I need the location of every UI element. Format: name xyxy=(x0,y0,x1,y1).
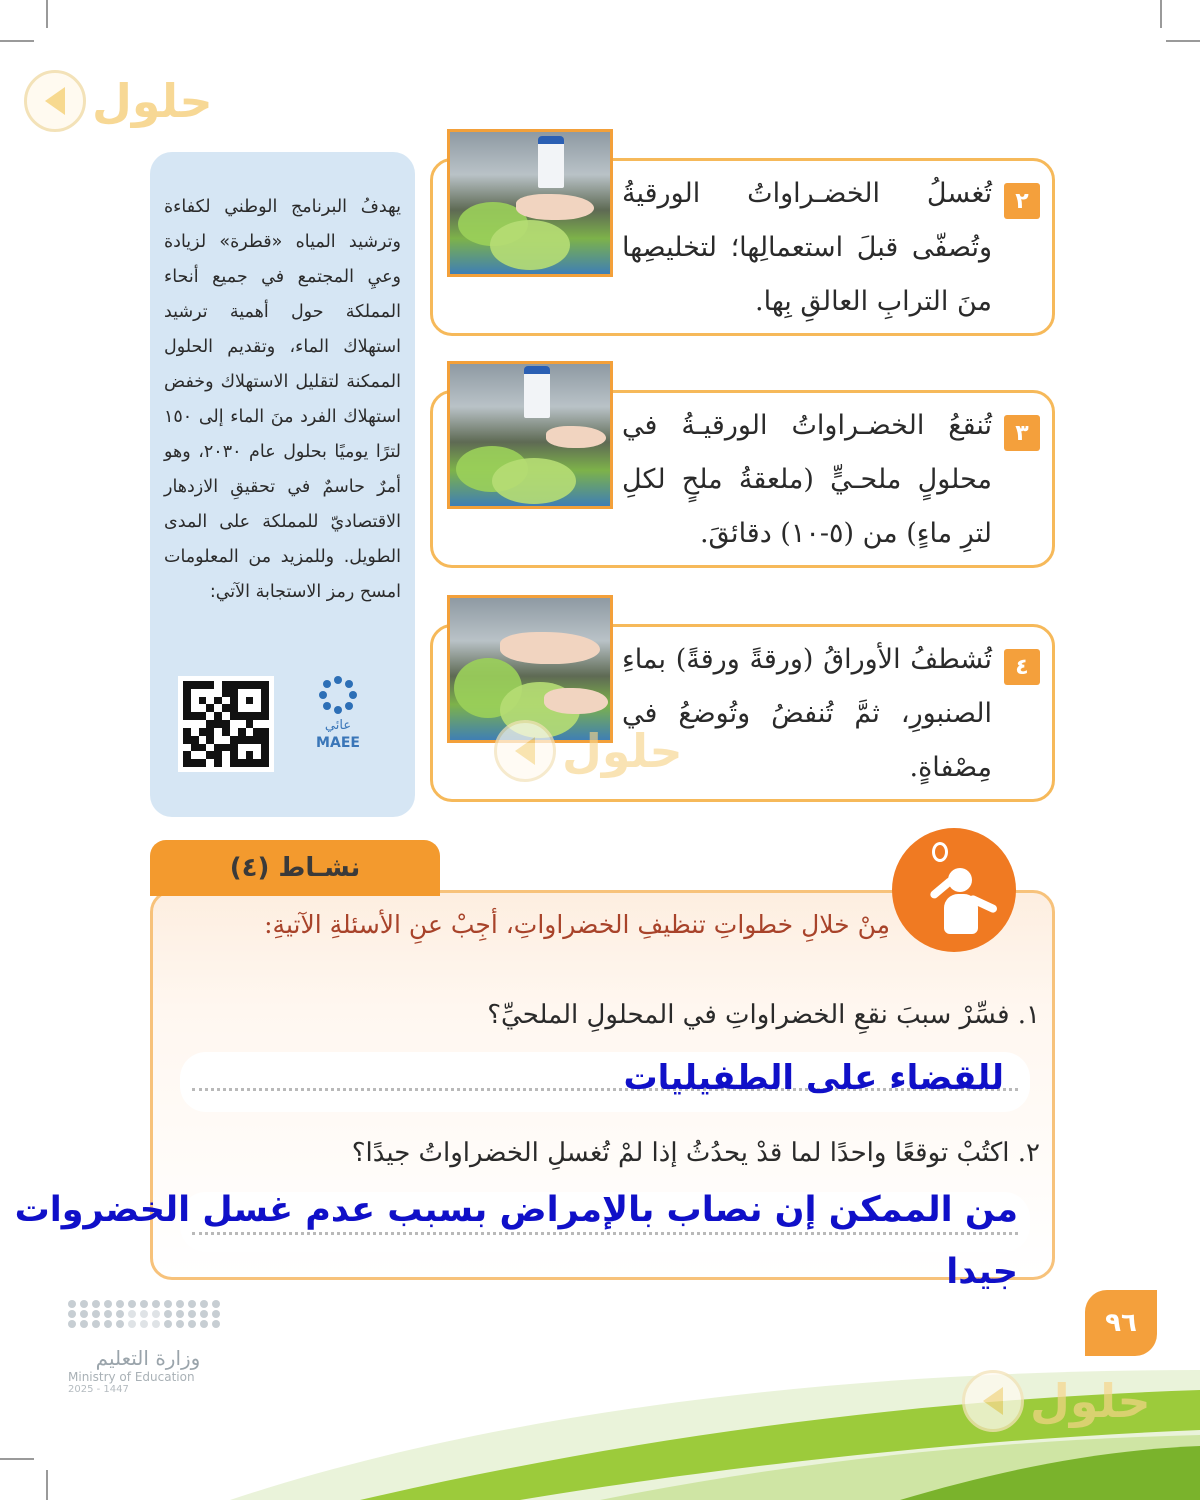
watermark-logo xyxy=(494,720,683,782)
watermark-logo xyxy=(24,70,213,132)
ministry-english-name: Ministry of Education xyxy=(68,1370,195,1384)
qr-code-icon[interactable] xyxy=(178,676,274,772)
step-text: تُنقعُ الخضـراواتُ الورقيـةُ في محلولٍ ملحـيٍّ (ملعقةُ ملحٍ لكلِ لترِ ماءٍ) من (٥-١٠) دقائقَ. xyxy=(622,410,992,549)
answer-2-line-2: جيدا xyxy=(946,1252,1018,1292)
maee-logo xyxy=(308,672,368,751)
watermark-icon xyxy=(24,70,86,132)
question-2: ٢. اكتُبْ توقعًا واحدًا لما قدْ يحدُثُ إذا لمْ تُغسلِ الخضراواتُ جيدًا؟ xyxy=(351,1138,1040,1168)
info-sidebar xyxy=(150,152,415,817)
page-number: ٩٦ xyxy=(1085,1290,1157,1356)
ministry-arabic-name: وزارة التعليم xyxy=(95,1346,201,1370)
step-number: ٢ xyxy=(1004,183,1040,219)
step-card-3 xyxy=(430,390,1055,568)
maee-flower-icon xyxy=(315,672,361,718)
watermark-text: حلول xyxy=(92,74,213,128)
step-number: ٣ xyxy=(1004,415,1040,451)
crop-mark xyxy=(1166,40,1200,42)
crop-mark xyxy=(1160,0,1162,28)
washing-vegetables-photo xyxy=(447,129,613,277)
activity-title: نشـاط (٤) xyxy=(229,853,361,883)
maee-label: MAEE xyxy=(316,735,360,751)
sidebar-text: يهدفُ البرنامج الوطني لكفاءة وترشيد المياه «قطرة» لزيادة وعيِ المجتمع في جميع أنحاء المملكة حول أهمية ترشيد استهلاك الماء، وتقديم الحلول الممكنة لتقليل الاستهلاك وخفض استهلاك الفرد منَ الماء إلى ١٥٠ لترًا يوميًا بحلول عام ٢٠٣٠، وهو أمرٌ حاسمٌ في تحقيقِ الازدهار الاقتصاديّ للمملكة على المدى الطويل. وللمزيد من المعلومات امسح رمز الاستجابة الآتي: xyxy=(164,197,401,602)
ministry-year: 2025 - 1447 xyxy=(68,1384,129,1395)
activity-intro: مِنْ خلالِ خطواتِ تنظيفِ الخضراواتِ، أجِبْ عنِ الأسئلةِ الآتيةِ: xyxy=(264,910,890,939)
crop-mark xyxy=(0,40,34,42)
step-number: ٤ xyxy=(1004,649,1040,685)
step-text: تُشطفُ الأوراقُ (ورقةً ورقةً) بماءِ الصنبورِ، ثمَّ تُنفضُ وتُوضعُ في مِصْفاةٍ. xyxy=(622,644,992,783)
ministry-dots-icon xyxy=(68,1300,228,1328)
ministry-of-education-logo xyxy=(68,1300,228,1395)
soaking-vegetables-photo xyxy=(447,361,613,509)
watermark-text: حلول xyxy=(562,724,683,778)
watermark-icon xyxy=(494,720,556,782)
answer-2-line-1: من الممكن إن نصاب بالإمراض بسبب عدم غسل الخضروات xyxy=(14,1190,1018,1230)
watermark-logo xyxy=(962,1370,1151,1432)
watermark-icon xyxy=(962,1370,1024,1432)
maee-arabic-label: عائي xyxy=(324,718,352,733)
step-card-2 xyxy=(430,158,1055,336)
crop-mark xyxy=(46,0,48,28)
activity-person-icon xyxy=(892,828,1016,952)
step-text: تُغسلُ الخضـراواتُ الورقيةُ وتُصفّى قبلَ استعمالِها؛ لتخليصِها منَ الترابِ العالقِ بِها. xyxy=(622,178,992,317)
answer-1: للقضاء على الطفيليات xyxy=(623,1058,1004,1098)
watermark-text: حلول xyxy=(1030,1374,1151,1428)
question-1: ١. فسِّرْ سببَ نقعِ الخضراواتِ في المحلولِ الملحيِّ؟ xyxy=(487,1000,1040,1030)
answer-dotted-line xyxy=(192,1232,1018,1235)
